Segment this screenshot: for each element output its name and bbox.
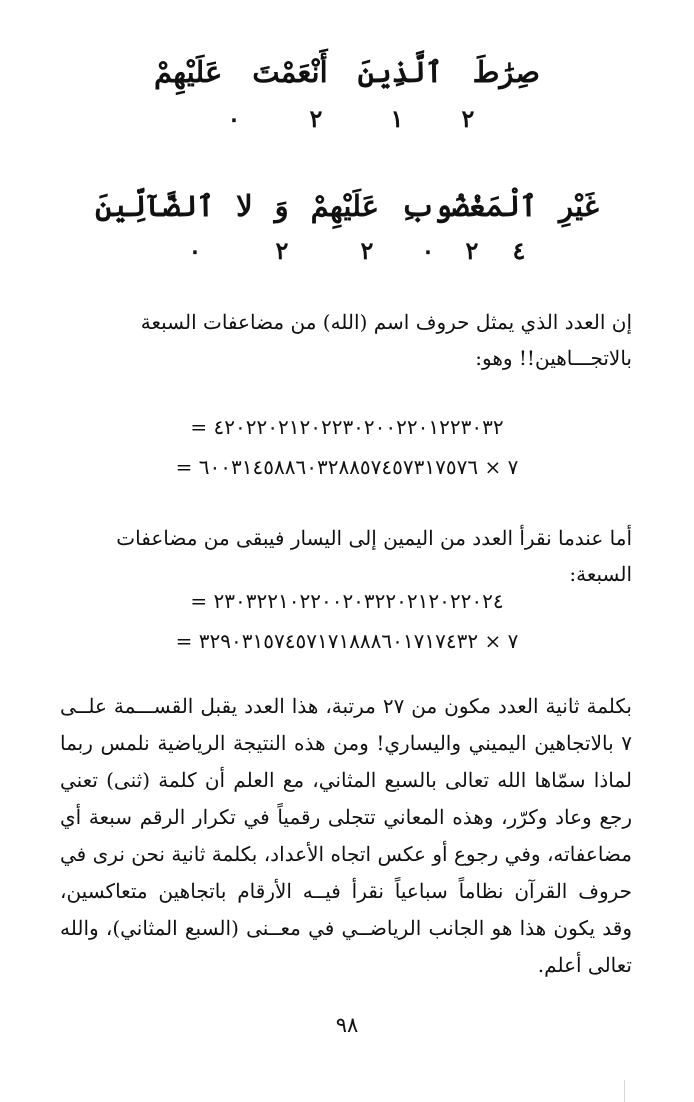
letter-count-digit: ٢ [275, 236, 289, 265]
verse-line-2-digits [0, 236, 694, 266]
verse-word: ٱلْمَغْضُوبِ [401, 189, 537, 223]
equation-1-line-2: = ٧ × ٦٠٠٣١٤٥٨٨٦٠٣٢٨٨٥٧٤٥٧٣١٧٥٧٦ [175, 455, 519, 479]
page-number: ٩٨ [335, 1013, 359, 1037]
letter-count-digit: ٠ [421, 236, 435, 265]
letter-count-digit: ٢ [360, 236, 374, 265]
conclusion-paragraph [60, 688, 632, 984]
letter-count-digit: ٢ [461, 104, 475, 133]
paragraph-text: أما عندما نقرأ العدد من اليمين إلى اليسار فيبقى من مضاعفات السبعة: [116, 526, 632, 586]
intro-paragraph [60, 304, 632, 376]
equation-2-line-1: = ٢٣٠٣٢٢١٠٢٢٠٠٢٠٣٢٢٠٢١٢٠٢٢٠٢٤ [190, 589, 504, 613]
letter-count-digit: ٤ [512, 236, 526, 265]
verse-word: لا [236, 189, 253, 223]
verse-word: أَنْعَمْتَ [252, 55, 328, 89]
equation-1-line-1: = ٤٢٠٢٢٠٢١٢٠٢٢٣٠٢٠٠٢٢٠١٢٢٣٠٣٢ [190, 415, 504, 439]
verse-word: وَ [274, 189, 289, 223]
letter-count-digit: ٠ [227, 104, 241, 133]
reverse-paragraph [60, 520, 632, 592]
verse-line-1-digits [0, 104, 694, 134]
letter-count-digit: ١ [390, 104, 404, 133]
letter-count-digit: ٢ [465, 236, 479, 265]
verse-word: ٱلضَّآلِّينَ [95, 189, 215, 223]
verse-line-1-words [0, 52, 694, 92]
verse-word: ٱلَّذِينَ [357, 55, 443, 89]
equation-2-line-2: = ٧ × ٣٢٩٠٣١٥٧٤٥٧١٧١٨٨٨٦٠١٧١٧٤٣٢ [175, 629, 519, 653]
scan-edge-mark [624, 1080, 625, 1102]
paragraph-text: بكلمة ثانية العدد مكون من ٢٧ مرتبة، هذا العدد يقبل القســـمة علــى ٧ بالاتجاهين اليميني واليساري! ومن هذه النتيجة الرياضية نلمس ربما لماذا سمّاها الله تعالى بالسبع المثاني، مع العلم أن كلمة (ثنى) تعني رجع وعاد وكرّر، وهذه المعاني تتجلى رقمياً في تكرار الرقم سبعة أي مضاعفاته، وفي رجوع أو عكس اتجاه الأعداد، بكلمة ثانية نحن نرى في حروف القرآن نظاماً سباعياً نقرأ فيــه الأرقام باتجاهين متعاكسين، وقد يكون هذا هو الجانب الرياضــي في معــنى (السبع المثاني)، والله تعالى أعلم. [60, 694, 632, 977]
paragraph-text: إن العدد الذي يمثل حروف اسم (الله) من مضاعفات السبعة بالاتجـــاهين!! وهو: [140, 310, 632, 370]
verse-line-2-words [0, 186, 694, 226]
letter-count-digit: ٢ [309, 104, 323, 133]
letter-count-digit: ٠ [188, 236, 202, 265]
verse-word: غَيْرِ [558, 189, 599, 223]
verse-word: عَلَيْهِمْ [153, 55, 223, 89]
verse-word: عَلَيْهِمْ [310, 189, 379, 223]
verse-word: صِرَٰطَ [472, 55, 541, 89]
